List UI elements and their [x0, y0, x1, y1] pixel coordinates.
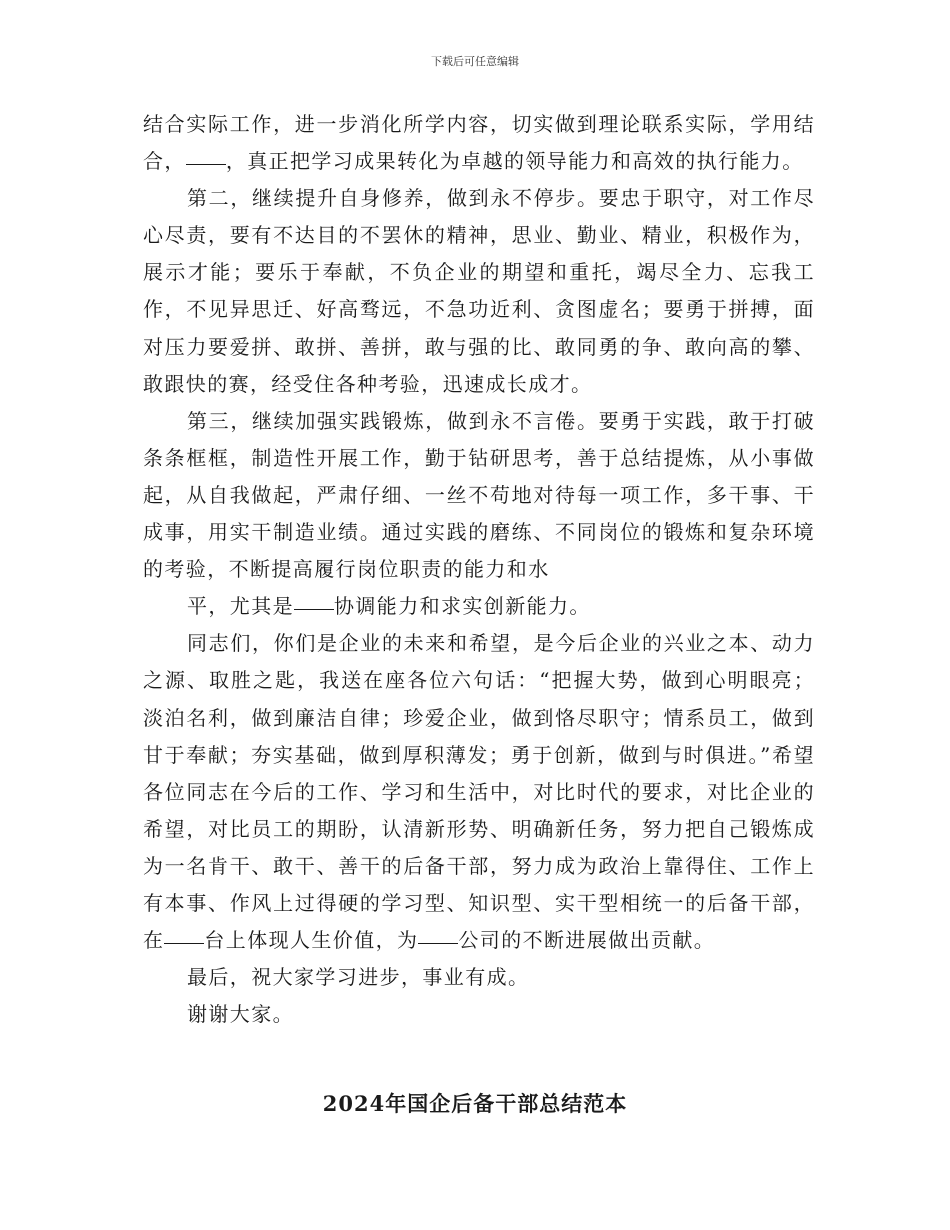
text-segment: 协调能力和求实创新能力。 — [334, 594, 591, 619]
text-segment: 台上体现人生价值，为 — [204, 928, 419, 953]
document-body — [143, 106, 815, 1033]
paragraph-5 — [143, 625, 815, 959]
page-header: 下载后可任意编辑 — [431, 55, 519, 68]
blank-line — [418, 942, 458, 944]
paragraph-2 — [143, 180, 815, 403]
text-segment: ，真正把学习成果转化为卓越的领导能力和高效的执行能力。 — [225, 149, 804, 174]
text-segment: 谢谢大家。 — [187, 1002, 294, 1027]
text-segment: 第三，继续加强实践锻炼，做到永不言倦。要勇于实践，敢于打破条条框框，制造性开展工作，勤于钻研思考，善于总结提炼，从小事做起，从自我做起，严肃仔细、一丝不苟地对待每一项工作，多干事、干成事，用实干制造业绩。通过实践的磨练、不同岗位的锻炼和复杂环境的考验，不断提高履行岗位职责的能力和水 — [143, 408, 815, 582]
text-segment: 公司的不断进展做出贡献。 — [458, 928, 716, 953]
blank-line — [294, 608, 334, 610]
paragraph-3 — [143, 403, 815, 588]
paragraph-6 — [143, 959, 815, 996]
paragraph-4 — [143, 588, 815, 625]
text-segment: 最后，祝大家学习进步，事业有成。 — [187, 965, 530, 990]
blank-line — [164, 942, 204, 944]
paragraph-7 — [143, 996, 815, 1033]
document-title: 2024年国企后备干部总结范本 — [322, 1091, 628, 1116]
blank-line — [186, 163, 226, 165]
text-segment: 平，尤其是 — [187, 594, 294, 619]
text-segment: 结合实际工作，进一步消化所学内容，切实做到理论联系实际，学用结合， — [143, 112, 815, 174]
text-segment: 第二，继续提升自身修养，做到永不停步。要忠于职守，对工作尽心尽责，要有不达目的不罢休的精神，思业、勤业、精业，积极作为，展示才能；要乐于奉献，不负企业的期望和重托，竭尽全力、忘我工作，不见异思迁、好高骛远，不急功近利、贪图虚名；要勇于拼搏，面对压力要爱拼、敢拼、善拼，敢与强的比、敢同勇的争、敢向高的攀、敢跟快的赛，经受住各种考验，迅速成长成才。 — [143, 186, 815, 396]
text-segment: 同志们，你们是企业的未来和希望，是今后企业的兴业之本、动力之源、取胜之匙，我送在座各位六句话：“把握大势，做到心明眼亮；淡泊名利，做到廉洁自律；珍爱企业，做到恪尽职守；情系员工，做到甘于奉献；夯实基础，做到厚积薄发；勇于创新，做到与时俱进。”希望各位同志在今后的工作、学习和生活中，对比时代的要求，对比企业的希望，对比员工的期盼，认清新形势、明确新任务，努力把自己锻炼成为一名肯干、敢干、善干的后备干部，努力成为政治上靠得住、工作上有本事、作风上过得硬的学习型、知识型、实干型相统一的后备干部，在 — [143, 631, 815, 953]
paragraph-1 — [143, 106, 815, 180]
